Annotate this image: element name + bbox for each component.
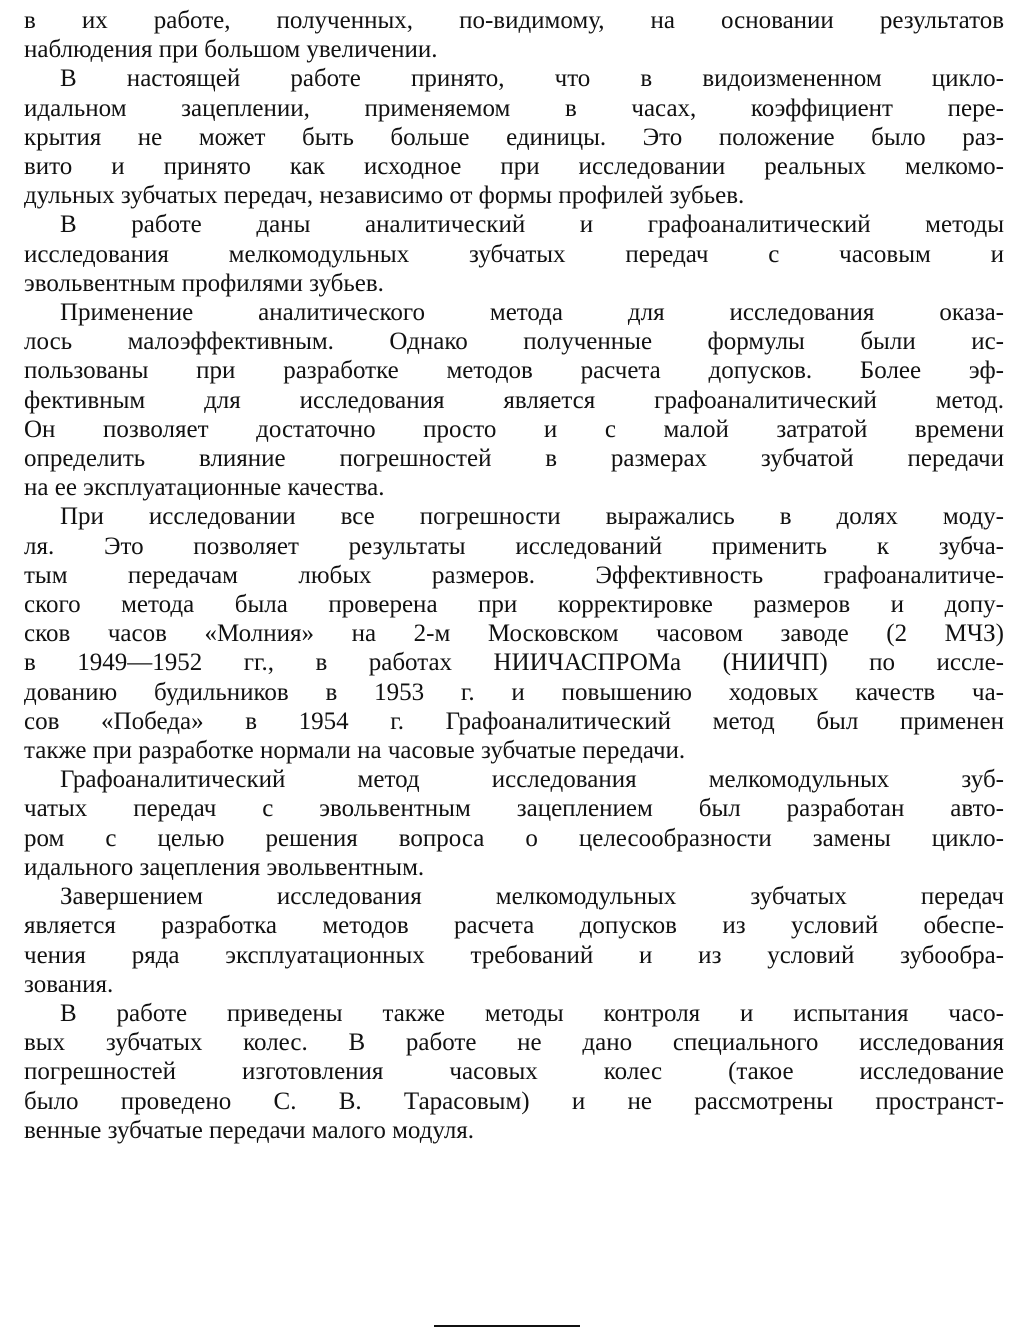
text-line: было проведено С. В. Тарасовым) и не рассмотрены пространст- [24,1087,1004,1115]
text-line: В настоящей работе принято, что в видоизмененном цикло- [60,65,1004,93]
text-line: дованию будильников в 1953 г. и повышению ходовых качеств ча- [24,678,1004,706]
text-line: Он позволяет достаточно просто и с малой затратой времени [24,415,1004,443]
text-line: Завершением исследования мелкомодульных зубчатых передач [60,883,1004,911]
paragraph [24,210,1004,298]
paragraph [24,502,1004,765]
paragraph [24,6,1004,64]
text-line: тым передачам любых размеров. Эффективность графоаналитиче- [24,561,1004,589]
text-line: пользованы при разработке методов расчета допусков. Более эф- [24,357,1004,385]
text-line: определить влияние погрешностей в размерах зубчатой передачи [24,445,1004,473]
text-line: чатых передач с эвольвентным зацеплением был разработан авто- [24,795,1004,823]
text-line: крытия не может быть больше единицы. Это положение было раз- [24,123,1004,151]
text-line: вых зубчатых колес. В работе не дано специального исследования [24,1029,1004,1057]
text-line: ского метода была проверена при корректировке размеров и допу- [24,591,1004,619]
text-line: также при разработке нормали на часовые зубчатые передачи. [24,737,686,765]
paragraph [24,765,1004,882]
text-line: зования. [24,970,114,998]
text-line: сков часов «Молния» на 2-м Московском часовом заводе (2 МЧЗ) [24,620,1004,648]
text-line: Применение аналитического метода для исследования оказа- [60,299,1004,327]
text-line: венные зубчатые передачи малого модуля. [24,1116,475,1144]
text-line: идальном зацеплении, применяемом в часах, коэффициент пере- [24,94,1004,122]
text-line: погрешностей изготовления часовых колес (такое исследование [24,1058,1004,1086]
text-line: ля. Это позволяет результаты исследований применить к зубча- [24,532,1004,560]
text-line: сов «Победа» в 1954 г. Графоаналитический метод был применен [24,707,1004,735]
paragraph [24,882,1004,999]
text-body [24,6,1004,1145]
text-line: чения ряда эксплуатационных требований и из условий зубообра- [24,941,1004,969]
text-line: идального зацепления эвольвентным. [24,853,425,881]
document-page [24,6,1004,1145]
text-line: в 1949—1952 гг., в работах НИИЧАСПРОМа (НИИЧП) по иссле- [24,649,1004,677]
paragraph [24,64,1004,210]
text-line: на ее эксплуатационные качества. [24,474,385,502]
text-line: При исследовании все погрешности выражались в долях моду- [60,503,1004,531]
text-line: В работе даны аналитический и графоаналитический методы [60,211,1004,239]
text-line: В работе приведены также методы контроля и испытания часо- [60,999,1004,1027]
footer-rule [434,1325,580,1327]
text-line: наблюдения при большом увеличении. [24,36,438,64]
text-line: исследования мелкомодульных зубчатых передач с часовым и [24,240,1004,268]
text-line: вито и принято как исходное при исследовании реальных мелкомо- [24,153,1004,181]
paragraph [24,298,1004,502]
paragraph [24,999,1004,1145]
text-line: эвольвентным профилями зубьев. [24,269,384,297]
text-line: является разработка методов расчета допусков из условий обеспе- [24,912,1004,940]
text-line: фективным для исследования является графоаналитический метод. [24,386,1004,414]
text-line: Графоаналитический метод исследования мелкомодульных зуб- [60,766,1004,794]
text-line: ром с целью решения вопроса о целесообразности замены цикло- [24,824,1004,852]
text-line: дульных зубчатых передач, независимо от формы профилей зубьев. [24,182,745,210]
text-line: лось малоэффективным. Однако полученные формулы были ис- [24,328,1004,356]
text-line: в их работе, полученных, по-видимому, на основании результатов [24,7,1004,34]
